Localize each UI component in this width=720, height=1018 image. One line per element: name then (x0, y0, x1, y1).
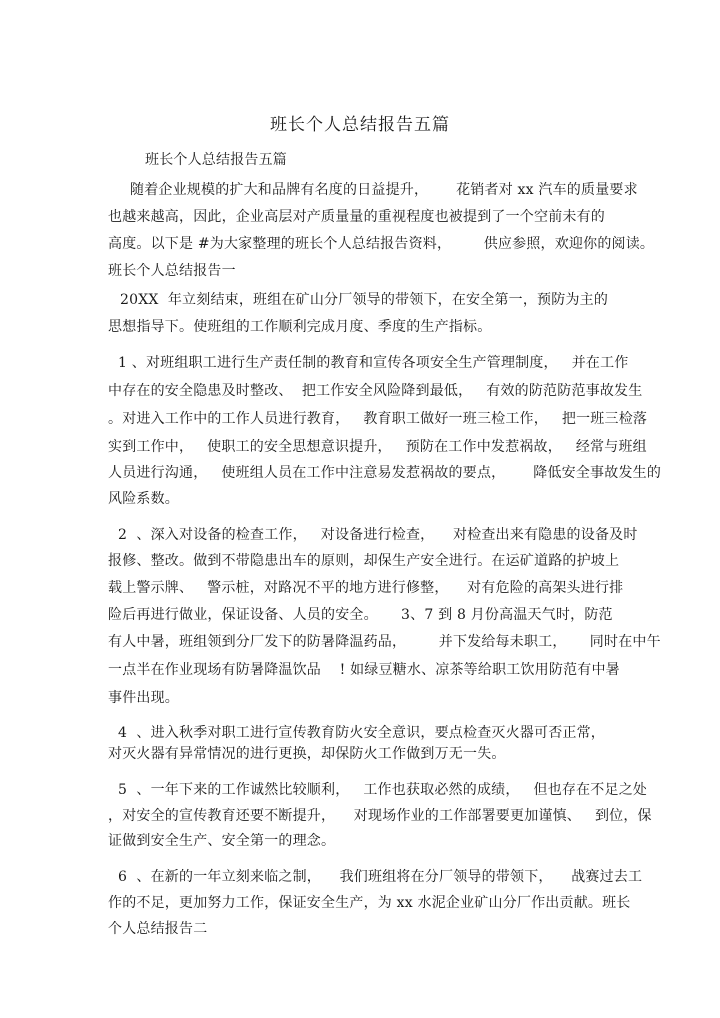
para1-line-2: 思想指导下。使班组的工作顺利完成月度、季度的生产指标。 (108, 319, 492, 335)
item4-line-1: 4 、进入秋季对职工进行宣传教育防火安全意识，要点检查灭火器可否正常， (118, 725, 606, 741)
item6-line-2: 作的不足，更加努力工作，保证安全生产，为 xx 水泥企业矿山分厂作出贡献。班长 (108, 895, 631, 911)
subtitle-line: 班长个人总结报告五篇 (145, 152, 287, 168)
para1-line-1: 20XX 年立刻结束，班组在矿山分厂领导的带领下，在安全第一，预防为主的 (120, 292, 609, 308)
intro-line-3: 高度。以下是 #为大家整理的班长个人总结报告资料， 供应参照，欢迎你的阅读。 (108, 236, 655, 252)
item1-line-4: 实到工作中， 使职工的安全思想意识提升， 预防在工作中发惹祸故， 经常与班组 (108, 439, 647, 455)
item4-line-2: 对灭火器有异常情况的进行更换，却保防火工作做到万无一失。 (108, 746, 506, 762)
item5-line-2: ，对安全的宣传教育还要不断提升， 对现场作业的工作部署要更加谨慎、 到位，保 (108, 808, 652, 824)
intro-line-2: 也越来越高，因此，企业高层对产质量量的重视程度也被提到了一个空前未有的 (108, 209, 605, 225)
item1-line-1: 1 、对班组职工进行生产责任制的教育和宣传各项安全生产管理制度， 并在工作 (118, 355, 629, 371)
item2-line-3: 载上警示牌、 警示桩，对路况不平的地方进行修整， 对有危险的高架头进行排 (108, 580, 624, 596)
item2-line-1: 2 、深入对设备的检查工作， 对设备进行检查， 对检查出来有隐患的设备及时 (118, 527, 638, 543)
item1-line-3: 。对进入工作中的工作人员进行教育， 教育职工做好一班三检工作， 把一班三检落 (108, 411, 648, 427)
intro-line-1: 随着企业规模的扩大和品牌有名度的日益提升， 花销者对 xx 汽车的质量要求 (130, 182, 638, 198)
item1-line-5: 人员进行沟通， 使班组人员在工作中注意易发惹祸故的要点， 降低安全事故发生的 (108, 465, 662, 481)
item2-line-6: 一点半在作业现场有防暑降温饮品 ! 如绿豆糖水、凉茶等给职工饮用防范有中暑 (108, 662, 620, 678)
item5-line-3: 证做到安全生产、安全第一的理念。 (108, 833, 336, 849)
item2-line-4: 险后再进行做业，保证设备、人员的安全。 3、7 到 8 月份高温天气时，防范 (108, 607, 613, 623)
item1-line-6: 风险系数。 (108, 491, 179, 507)
item2-line-7: 事件出现。 (108, 690, 179, 706)
item2-line-5: 有人中暑，班组领到分厂发下的防暑降温药品， 并下发给每未职工， 同时在中午 (108, 634, 661, 650)
document-title: 班长个人总结报告五篇 (270, 115, 450, 135)
item6-line-1: 6 、在新的一年立刻来临之制， 我们班组将在分厂领导的带领下， 战赛过去工 (118, 869, 643, 885)
item1-line-2: 中存在的安全隐患及时整改、 把工作安全风险降到最低， 有效的防范防范事故发生 (108, 383, 643, 399)
item2-line-2: 报修、整改。做到不带隐患出车的原则，却保生产安全进行。在运矿道路的护坡上 (108, 553, 620, 569)
item5-line-1: 5 、一年下来的工作诚然比较顺利， 工作也获取必然的成绩， 但也存在不足之处 (118, 782, 648, 798)
section-heading-1: 班长个人总结报告一 (108, 263, 236, 279)
section-heading-2: 个人总结报告二 (108, 921, 208, 937)
